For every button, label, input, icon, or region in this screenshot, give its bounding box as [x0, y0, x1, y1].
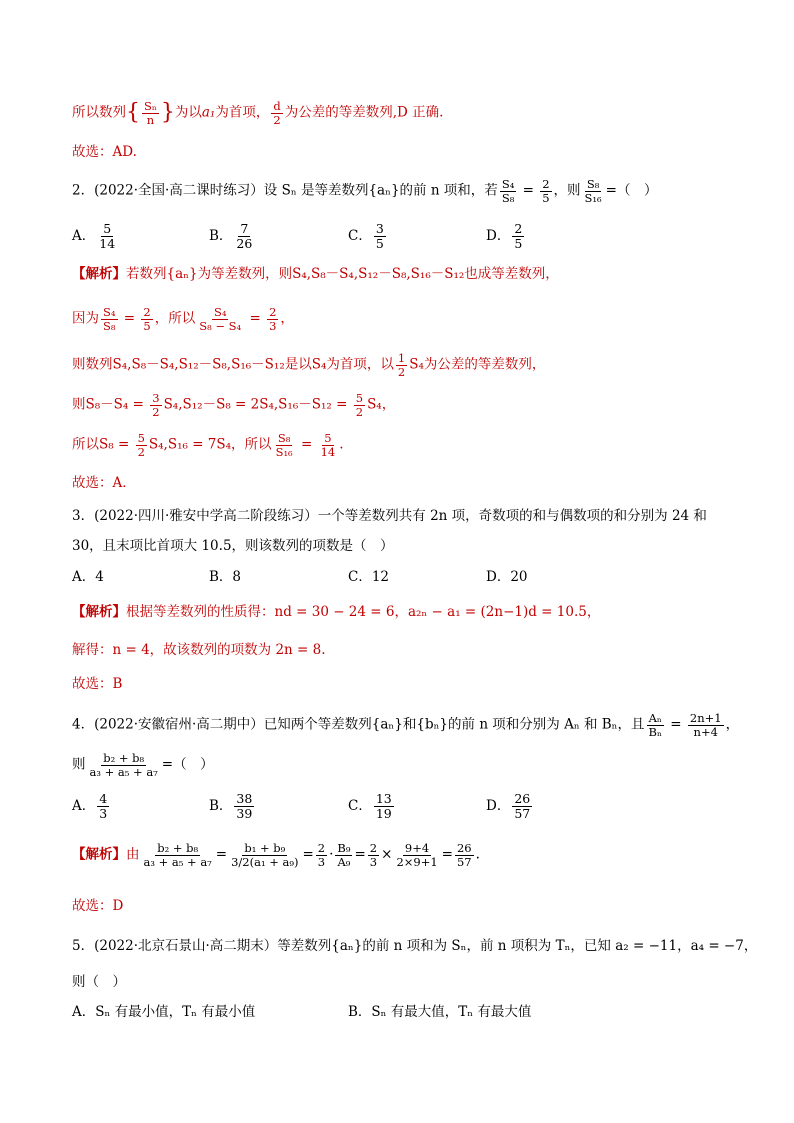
option-b[interactable]: B． $\frac{7}{26}$ — [209, 221, 253, 251]
solution-tag: 【解析】 — [72, 604, 126, 620]
option-a[interactable]: A．4 — [72, 569, 104, 585]
option-d[interactable]: D． $\frac{26}{57}$ — [486, 791, 531, 821]
option-d[interactable]: D． $\frac{2}{5}$ — [486, 221, 523, 251]
prev-answer-selection: 故选：AD. — [72, 144, 137, 160]
option-a[interactable]: A． $\frac{5}{14}$ — [72, 221, 116, 251]
solution-3-line-2: 解得：n = 4，故该数列的项数为 2n = 8. — [72, 642, 326, 658]
fraction-s4-over-s8: $\frac{\text{S₄}}{\text{S₈}}$ — [501, 177, 515, 205]
fraction-an-over-bn: $\frac{\text{Aₙ}}{\text{Bₙ}}$ — [648, 711, 662, 739]
question-4-line-1: 4．(2022·安徽宿州·高二期中）已知两个等差数列{aₙ}和{bₙ}的前 n 项和分别为 Aₙ 和 Bₙ，且 $\frac{\text{Aₙ}}{\text{Bₙ}}$ = $\frac{2n+1}{n+4}$ ， — [72, 711, 740, 739]
question-3-line-1: 3．(2022·四川·雅安中学高二阶段练习）一个等差数列共有 2n 项，奇数项的和与偶数项的和分别为 24 和 — [72, 508, 707, 524]
fraction-b-over-a-sum: $\frac{\text{b₂ + b₈}}{\text{a₃ + a₅ + a₇}}$ — [89, 751, 158, 779]
question-2-stem: 2．(2022·全国·高二课时练习）设 Sₙ 是等差数列{aₙ}的前 n 项和，若 $\frac{\text{S₄}}{\text{S₈}}$ = $\frac{2}{5}$ ，则 $\frac{\text{S₈}}{\text{S₁₆}}$ =（ ） — [72, 177, 658, 205]
fraction-d-over-2: $\frac{d}{2}$ — [273, 99, 281, 127]
solution-2-line-3: 则数列S₄,S₈－S₄,S₁₂－S₈,S₁₆－S₁₂是以S₄为首项，以 $\frac{1}{2}$ S₄为公差的等差数列， — [72, 351, 546, 379]
solution-2-line-5: 所以S₈ = $\frac{5}{2}$ S₄,S₁₆ = 7S₄，所以 $\frac{\text{S₈}}{\text{S₁₆}}$ = $\frac{5}{14}$ . — [72, 431, 344, 459]
question-5-line-1: 5．(2022·北京石景山·高二期末）等差数列{aₙ}的前 n 项和为 Sₙ，前 n 项积为 Tₙ，已知 a₂ = −11，a₄ = −7， — [72, 938, 758, 954]
answer-selection-2: 故选：A． — [72, 475, 136, 491]
prev-solution-conclusion: 所以数列{ $\frac{\text{Sₙ}}{n}$ }为以a₁为首项， $\frac{d}{2}$ 为公差的等差数列,D 正确. — [72, 99, 444, 127]
option-c[interactable]: C． $\frac{13}{19}$ — [348, 791, 392, 821]
solution-4: 【解析】由 $\frac{\text{b₂ + b₈}}{\text{a₃ + a₅ + a₇}}$ = $\frac{\text{b₁ + b₉}}{\text{3/2(a₁ + a₉)}}$ = $\frac{2}{3}$ · $\frac{\text{B₉}}{\text{A₉}}$ = $\frac{2}{3}$ × $\frac{9+4}{2\times 9+1}$ = $\frac{26}{57}$ . — [72, 841, 480, 869]
fraction-2n1-over-n4: $\frac{2n+1}{n+4}$ — [689, 711, 722, 739]
option-a[interactable]: A．Sₙ 有最小值，Tₙ 有最小值 — [72, 1004, 256, 1020]
question-4-line-2: 则 $\frac{\text{b₂ + b₈}}{\text{a₃ + a₅ + a₇}}$ =（ ） — [72, 751, 214, 779]
option-d[interactable]: D．20 — [486, 569, 528, 585]
question-3-line-2: 30，且末项比首项大 10.5，则该数列的项数是（ ） — [72, 538, 394, 554]
option-c[interactable]: C．12 — [348, 569, 390, 585]
solution-tag: 【解析】 — [72, 846, 126, 863]
option-b[interactable]: B．8 — [209, 569, 242, 585]
solution-tag: 【解析】 — [72, 266, 126, 282]
solution-2-line-4: 则S₈－S₄ = $\frac{3}{2}$ S₄,S₁₂－S₈ = 2S₄,S₁₆－S₁₂ = $\frac{5}{2}$ S₄， — [72, 391, 396, 419]
option-b[interactable]: B． $\frac{38}{39}$ — [209, 791, 253, 821]
question-5-line-2: 则（ ） — [72, 974, 126, 990]
option-b[interactable]: B．Sₙ 有最大值，Tₙ 有最大值 — [348, 1004, 532, 1020]
fraction-2-over-5: $\frac{2}{5}$ — [542, 177, 550, 205]
solution-2-line-2: 因为 $\frac{\text{S₄}}{\text{S₈}}$ = $\frac{2}{5}$ ，所以 $\frac{\text{S₄}}{\text{S₈ − S₄}}$ = $\frac{2}{3}$ ， — [72, 305, 294, 333]
option-c[interactable]: C． $\frac{3}{5}$ — [348, 221, 384, 251]
solution-2-line-1: 【解析】若数列{aₙ}为等差数列，则S₄,S₈－S₄,S₁₂－S₈,S₁₆－S₁₂也成等差数列， — [72, 266, 559, 282]
answer-selection-4: 故选：D — [72, 898, 124, 914]
solution-3-line-1: 【解析】根据等差数列的性质得：nd = 30 − 24 = 6，a₂ₙ − a₁ = (2n−1)d = 10.5， — [72, 604, 601, 620]
fraction-sn-over-n: $\frac{\text{Sₙ}}{n}$ — [144, 99, 157, 127]
fraction-s8-over-s16: $\frac{\text{S₈}}{\text{S₁₆}}$ — [584, 177, 602, 205]
answer-selection-3: 故选：B — [72, 676, 123, 692]
option-a[interactable]: A． $\frac{4}{3}$ — [72, 791, 108, 821]
